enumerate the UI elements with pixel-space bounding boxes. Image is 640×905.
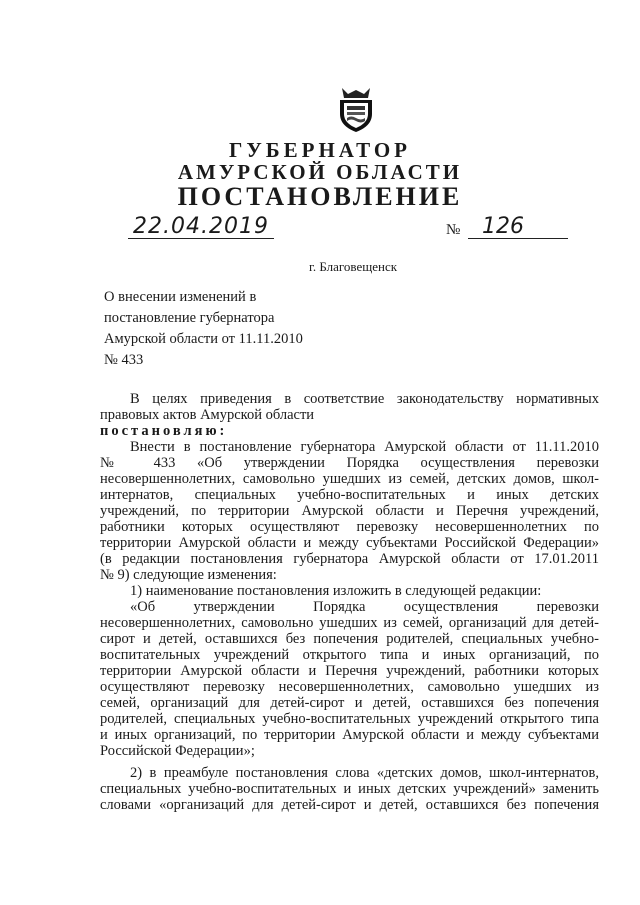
- item-1-line: «Об утверждении Порядка осуществления перевозки: [130, 599, 599, 615]
- document-body: [100, 391, 599, 813]
- item-2-line: специальных учебно-воспитательных и иных детских учреждений» заменить: [100, 781, 599, 797]
- document-date: 22.04.2019: [128, 216, 274, 239]
- subject-line: Амурской области от 11.11.2010: [104, 331, 303, 347]
- subject-line: О внесении изменений в: [104, 289, 257, 305]
- paragraph-line: интернатов, специальных учебно-воспитательных и иных детских: [100, 487, 599, 503]
- region-title: АМУРСКОЙ ОБЛАСТИ: [177, 160, 463, 184]
- paragraph-line: (в редакции постановления губернатора Амурской области от 17.01.2011: [100, 551, 599, 567]
- item-1-line: Российской Федерации»;: [100, 743, 255, 759]
- coat-of-arms-icon: [334, 84, 378, 134]
- governor-title: ГУБЕРНАТОР: [228, 138, 412, 162]
- paragraph-line: учреждений, по территории Амурской области и Перечня учреждений,: [100, 503, 599, 519]
- item-1-line: несовершеннолетних, самовольно ушедших из семей, организаций для детей-: [100, 615, 599, 631]
- subject-line: № 433: [104, 352, 144, 368]
- paragraph-line: работники которых осуществляют перевозку несовершеннолетних по: [100, 519, 599, 535]
- document-type: ПОСТАНОВЛЕНИЕ: [177, 182, 463, 211]
- number-label: №: [446, 222, 461, 238]
- item-1: 1) наименование постановления изложить в следующей редакции:: [130, 583, 542, 599]
- resolve-word: постановляю:: [100, 423, 228, 439]
- document-subject: [104, 287, 344, 371]
- item-1-line: и иных организаций, по территории Амурской области и между субъектами: [100, 727, 599, 743]
- subject-line: постановление губернатора: [104, 310, 275, 326]
- city: г. Благовещенск: [308, 259, 398, 274]
- item-1-line: семей, организаций для детей-сирот и детей, оставшихся без попечения: [100, 695, 599, 711]
- paragraph-line: № 9) следующие изменения:: [100, 567, 277, 583]
- preamble-line: В целях приведения в соответствие законодательству нормативных: [130, 391, 599, 407]
- item-1-line: воспитательных учреждений открытого типа и иных организаций, по: [100, 647, 599, 663]
- item-1-line: родителей, специальных учебно-воспитательных учреждений открытого типа: [100, 711, 599, 727]
- item-2-line: 2) в преамбуле постановления слова «детских домов, школ-интернатов,: [130, 765, 599, 781]
- paragraph-line: № 433 «Об утверждении Порядка осуществления перевозки: [100, 455, 599, 471]
- item-1-line: осуществляют перевозку несовершеннолетних, самовольно ушедших из: [100, 679, 599, 695]
- paragraph-line: несовершеннолетних, самовольно ушедших из семей, детских домов, школ-: [100, 471, 599, 487]
- preamble-line: правовых актов Амурской области: [100, 407, 315, 423]
- item-2-line: словами «организаций для детей-сирот и детей, оставшихся без попечения: [100, 797, 599, 813]
- paragraph-line: территории Амурской области и между субъектами Российской Федерации»: [100, 535, 599, 551]
- item-1-line: сирот и детей, оставшихся без попечения родителей, специальных учебно-: [100, 631, 599, 647]
- paragraph-line: Внести в постановление губернатора Амурской области от 11.11.2010: [130, 439, 599, 455]
- document-number: 126: [468, 216, 568, 239]
- item-1-line: территории Амурской области и Перечня учреждений, работники которых: [100, 663, 599, 679]
